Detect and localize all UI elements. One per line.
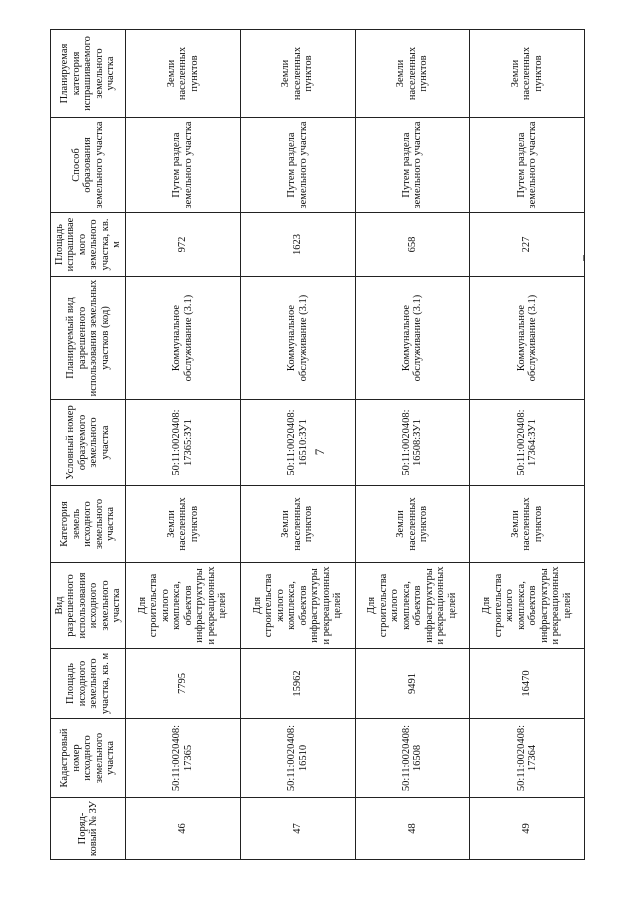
table-cell: Путем раздела земельного участка	[355, 118, 470, 213]
table-cell: Путем раздела земельного участка	[470, 118, 585, 213]
table-cell: Для строительства жилого комплекса, объектов инфраструктуры и рекреационных целей	[126, 563, 241, 649]
table-cell: 49	[470, 798, 585, 860]
header-cell: Условный номер образуемого земельного участка	[51, 400, 126, 486]
land-plots-table	[50, 29, 585, 860]
table-cell: Земли населенных пунктов	[240, 30, 355, 118]
table-cell: 50:11:0020408: 16510	[240, 719, 355, 798]
table-cell: 48	[355, 798, 470, 860]
table-cell: Земли населенных пунктов	[355, 30, 470, 118]
table-row	[355, 30, 470, 860]
table-cell: 227	[470, 213, 585, 277]
table-cell: Путем раздела земельного участка	[240, 118, 355, 213]
table-cell: 50:11:0020408: 17365:ЗУ1	[126, 400, 241, 486]
table-cell: 7795	[126, 649, 241, 719]
table-cell: Земли населенных пунктов	[470, 486, 585, 563]
table-row	[470, 30, 585, 860]
table-cell: Земли населенных пунктов	[126, 486, 241, 563]
header-cell: Поряд-ковый № ЗУ	[51, 798, 126, 860]
table-cell: Для строительства жилого комплекса, объектов инфраструктуры и рекреационных целей	[240, 563, 355, 649]
table-row	[240, 30, 355, 860]
table-cell: Для строительства жилого комплекса, объектов инфраструктуры и рекреационных целей	[355, 563, 470, 649]
header-cell: Планируемый вид разрешенного использования земельных участков (код)	[51, 277, 126, 400]
table-cell: 1623	[240, 213, 355, 277]
table-cell: 50:11:0020408: 17365	[126, 719, 241, 798]
header-cell: Категория земель исходного земельного участка	[51, 486, 126, 563]
table-cell: Земли населенных пунктов	[240, 486, 355, 563]
table-row	[126, 30, 241, 860]
header-cell: Вид разрешенного использования исходного земельного участка	[51, 563, 126, 649]
table-cell: 46	[126, 798, 241, 860]
table-cell: Коммунальное обслуживание (3.1)	[126, 277, 241, 400]
header-cell: Площадь исходного земельного участка, кв. м	[51, 649, 126, 719]
table-cell: 50:11:0020408: 17364	[470, 719, 585, 798]
table-cell: Коммунальное обслуживание (3.1)	[355, 277, 470, 400]
table-cell: Земли населенных пунктов	[470, 30, 585, 118]
table-cell: 15962	[240, 649, 355, 719]
table-cell: Земли населенных пунктов	[355, 486, 470, 563]
page-number: 7	[312, 448, 327, 456]
table-cell: Для строительства жилого комплекса, объектов инфраструктуры и рекреационных целей	[470, 563, 585, 649]
table-cell: 50:11:0020408: 16508	[355, 719, 470, 798]
table-cell: Коммунальное обслуживание (3.1)	[470, 277, 585, 400]
table-cell: Коммунальное обслуживание (3.1)	[240, 277, 355, 400]
table-cell: 9491	[355, 649, 470, 719]
header-cell: Площадь испрашивае мого земельного участка, кв. м	[51, 213, 126, 277]
header-cell: Кадастровый номер исходного земельного участка	[51, 719, 126, 798]
header-cell: Планируемая категория испрашиваемого земельного участка	[51, 30, 126, 118]
table-cell: 50:11:0020408: 16510:ЗУ1	[240, 400, 355, 486]
table-cell: 50:11:0020408: 16508:ЗУ1	[355, 400, 470, 486]
table-cell: 47	[240, 798, 355, 860]
table-cell: 972	[126, 213, 241, 277]
table-cell: 16470	[470, 649, 585, 719]
table-cell: Путем раздела земельного участка	[126, 118, 241, 213]
rotated-table-container	[50, 30, 585, 860]
header-row	[51, 30, 126, 860]
header-cell: Способ образования земельного участка	[51, 118, 126, 213]
table-cell: 658	[355, 213, 470, 277]
table-cell: 50:11:0020408: 17364:ЗУ1	[470, 400, 585, 486]
table-cell: Земли населенных пунктов	[126, 30, 241, 118]
